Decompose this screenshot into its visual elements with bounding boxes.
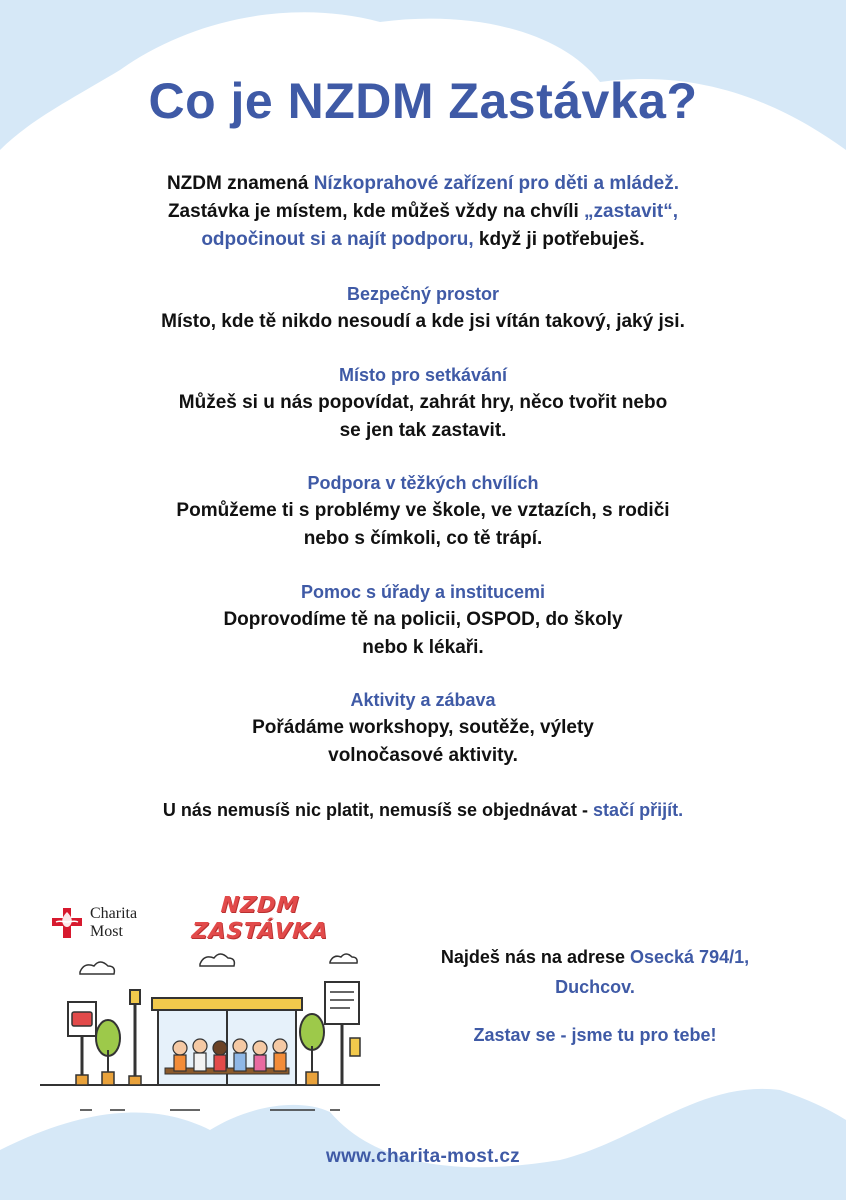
section-text: Pomůžeme ti s problémy ve škole, ve vztazích, s rodiči [176,500,670,521]
timetable-board [325,982,360,1085]
address-street: Osecká 794/1, [630,947,750,967]
section-text: nebo s čímkoli, co tě trápí. [303,528,543,549]
street-lamp [129,990,141,1085]
badge-line-1: NZDM [219,893,301,918]
intro-line-1-highlight: Nízkoprahové zařízení pro děti a mládež. [313,173,680,194]
logo-line-1: Charita [90,905,138,922]
logo-line-2: Most [90,923,123,940]
website-link[interactable]: www.charita-most.cz [326,1146,520,1167]
charita-cross-icon [50,906,84,940]
section-text: nebo k lékaři. [362,637,484,658]
section-text: volnočasové aktivity. [328,745,518,766]
free-entry-line [60,796,786,824]
badge-line-2: ZASTÁVKA [190,919,330,944]
page-title: Co je NZDM Zastávka? [148,73,698,129]
section-text: Pořádáme workshopy, soutěže, výlety [252,717,594,738]
intro-line-2-highlight: „zastavit“, [584,201,679,222]
nzdm-zastavka-badge [180,893,340,945]
section-heading: Místo pro setkávání [338,365,508,385]
intro-line-3-highlight: odpočinout si a najít podporu, [201,229,474,250]
section-text: Doprovodíme tě na policii, OSPOD, do školy [223,609,623,630]
section-heading: Podpora v těžkých chvílích [307,473,539,493]
section-meeting-place [60,361,786,445]
section-activities [60,686,786,770]
section-support [60,469,786,553]
tree-icon [96,1020,120,1085]
section-safe-space [60,280,786,336]
section-heading: Pomoc s úřady a institucemi [300,582,546,602]
free-entry-highlight: stačí přijít. [593,800,684,820]
intro-line-2-text: Zastávka je místem, kde můžeš vždy na chvíli [167,201,585,222]
section-authorities [60,578,786,662]
charita-logo [50,905,137,941]
cloud-icon [80,954,357,974]
section-text: se jen tak zastavit. [339,420,507,441]
intro-line-1-text: NZDM znamená [166,173,314,194]
address-city: Duchcov. [555,977,635,997]
section-heading: Aktivity a zábava [350,690,496,710]
stop-by-line: Zastav se - jsme tu pro tebe! [473,1025,717,1045]
bus-sign [68,1002,96,1085]
address-text: Najdeš nás na adrese [440,947,630,967]
address-line [390,942,800,1002]
free-entry-text: U nás nemusíš nic platit, nemusíš se objednávat - [162,800,594,820]
bus-stop-illustration [40,950,380,1120]
tree-icon [300,1014,324,1085]
intro-paragraph [60,170,786,254]
section-text: Můžeš si u nás popovídat, zahrát hry, něco tvořit nebo [178,392,668,413]
section-heading: Bezpečný prostor [346,284,500,304]
charita-logo-text [90,905,137,941]
intro-line-3-text: když ji potřebuješ. [473,229,645,250]
section-text: Místo, kde tě nikdo nesoudí a kde jsi vítán takový, jaký jsi. [161,311,685,332]
